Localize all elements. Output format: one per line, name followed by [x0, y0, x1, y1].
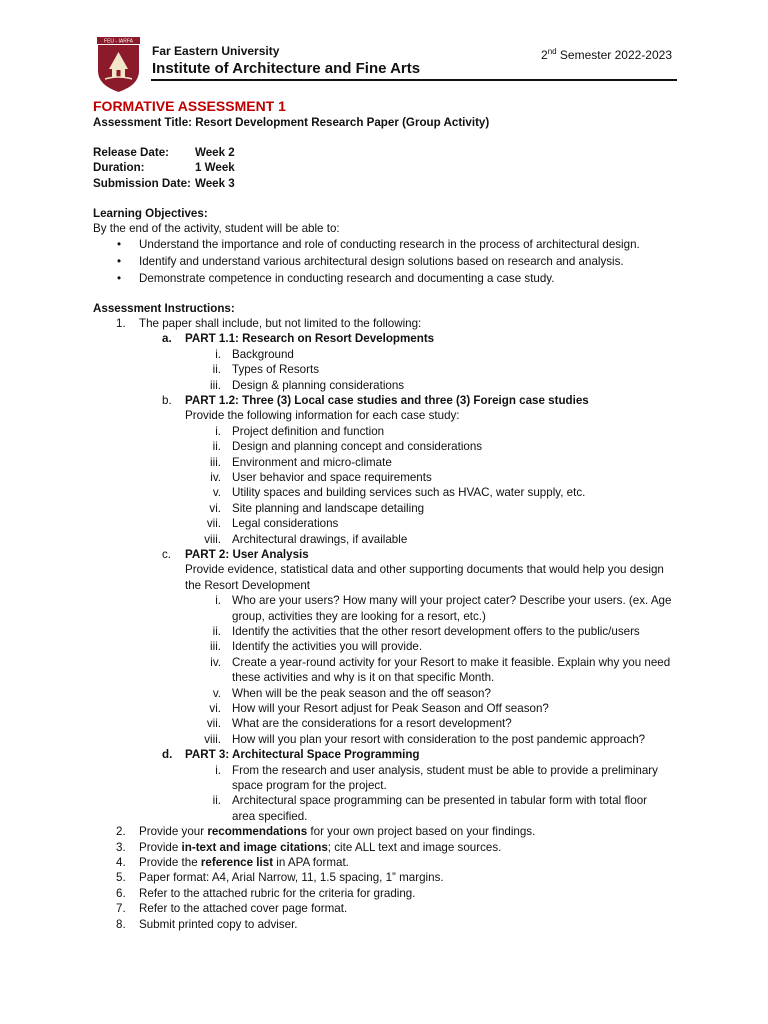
date-value: 1 Week: [195, 161, 235, 175]
roman-item: Project definition and function: [232, 424, 385, 438]
part-intro: Provide the following information for each case study:: [185, 409, 460, 423]
roman-item: Environment and micro-climate: [232, 455, 392, 469]
objectives-intro: By the end of the activity, student will be able to:: [93, 222, 340, 235]
roman-item: Architectural drawings, if available: [232, 532, 408, 546]
list-item: Refer to the attached rubric for the criteria for grading.: [139, 886, 416, 900]
roman-item: Utility spaces and building services such as HVAC, water supply, etc.: [232, 486, 586, 500]
date-label: Submission Date:: [93, 176, 191, 190]
roman-item: area specified.: [232, 809, 308, 823]
roman-item: How will your Resort adjust for Peak Season and Off season?: [232, 702, 549, 715]
list-number: 8.: [116, 917, 126, 931]
roman-marker: vii.: [206, 717, 221, 731]
roman-marker: v.: [212, 486, 221, 500]
part-marker: d.: [162, 748, 173, 762]
list-number: 2.: [116, 825, 126, 839]
list-item: Refer to the attached cover page format.: [139, 902, 348, 916]
roman-marker: ii.: [212, 440, 221, 454]
roman-marker: vi.: [209, 501, 221, 515]
objective-item: Demonstrate competence in conducting research and documenting a case study.: [139, 272, 555, 285]
roman-marker: ii.: [212, 794, 221, 808]
roman-item: Background: [232, 347, 294, 361]
roman-item: When will be the peak season and the off season?: [232, 686, 491, 700]
date-label: Duration:: [93, 161, 145, 175]
instructions-heading: Assessment Instructions:: [93, 302, 235, 315]
institute-name: Institute of Architecture and Fine Arts: [152, 60, 421, 77]
roman-marker: iii.: [210, 378, 221, 392]
assessment-title: Assessment Title: Resort Development Research Paper (Group Activity): [93, 116, 490, 129]
header-rule: [151, 79, 677, 81]
roman-marker: i.: [215, 763, 221, 777]
list-number: 7.: [116, 902, 126, 916]
feu-iarfa-logo: [97, 37, 140, 93]
roman-item: Identify the activities you will provide.: [232, 640, 423, 654]
assessment-heading: FORMATIVE ASSESSMENT 1: [93, 98, 286, 114]
roman-marker: i.: [215, 347, 221, 361]
roman-item: Legal considerations: [232, 517, 339, 531]
roman-item: Who are your users? How many will your project cater? Describe your users. (ex. Age: [232, 594, 672, 608]
list-item: The paper shall include, but not limited to the following:: [139, 317, 422, 330]
bullet-icon: •: [117, 238, 122, 251]
roman-marker: ii.: [212, 363, 221, 377]
part-title: PART 1.1: Research on Resort Developments: [185, 332, 435, 346]
roman-item: these activities and why is it on that specific Month.: [232, 671, 495, 685]
roman-marker: i.: [215, 424, 221, 438]
roman-item: What are the considerations for a resort development?: [232, 717, 512, 731]
part-title: PART 2: User Analysis: [185, 548, 309, 561]
date-label: Release Date:: [93, 146, 170, 159]
part-intro: the Resort Development: [185, 578, 311, 592]
roman-item: Types of Resorts: [232, 363, 319, 377]
semester-label: 2nd Semester 2022-2023: [541, 47, 672, 62]
roman-item: Design and planning concept and considerations: [232, 440, 483, 454]
part-marker: c.: [162, 548, 172, 561]
roman-item: Architectural space programming can be presented in tabular form with total floor: [232, 794, 648, 808]
list-number: 4.: [116, 856, 126, 869]
objective-item: Identify and understand various architectural design solutions based on research and analysis.: [139, 255, 624, 268]
part-marker: b.: [162, 394, 172, 407]
list-number: 3.: [116, 840, 126, 854]
roman-marker: vii.: [206, 517, 221, 531]
roman-marker: iii.: [210, 640, 221, 654]
roman-marker: v.: [212, 686, 221, 700]
objective-item: Understand the importance and role of conducting research in the process of architectural design.: [139, 238, 640, 251]
objectives-heading: Learning Objectives:: [93, 207, 208, 220]
roman-item: User behavior and space requirements: [232, 471, 432, 484]
roman-item: How will you plan your resort with consideration to the post pandemic approach?: [232, 732, 646, 746]
list-item: Submit printed copy to adviser.: [139, 917, 298, 931]
roman-marker: ii.: [212, 625, 221, 638]
university-name: Far Eastern University: [152, 44, 280, 58]
roman-marker: vi.: [209, 702, 221, 715]
list-number: 1.: [116, 317, 126, 330]
roman-marker: iv.: [210, 655, 221, 669]
date-value: Week 3: [195, 176, 235, 190]
list-item: Paper format: A4, Arial Narrow, 11, 1.5 spacing, 1” margins.: [139, 871, 444, 885]
roman-item: space program for the project.: [232, 779, 387, 792]
roman-item: From the research and user analysis, student must be able to provide a preliminary: [232, 763, 658, 777]
roman-item: Create a year-round activity for your Resort to make it feasible. Explain why you need: [232, 655, 671, 669]
part-marker: a.: [162, 332, 172, 346]
list-item: Provide in-text and image citations; cite ALL text and image sources.: [139, 840, 502, 854]
bullet-icon: •: [117, 272, 122, 285]
part-title: PART 3: Architectural Space Programming: [185, 748, 420, 762]
roman-item: group, activities they are looking for a resort, etc.): [232, 609, 486, 623]
roman-marker: viii.: [204, 532, 221, 546]
date-value: Week 2: [195, 146, 235, 159]
roman-marker: iii.: [210, 455, 221, 469]
part-title: PART 1.2: Three (3) Local case studies and three (3) Foreign case studies: [185, 394, 589, 407]
roman-marker: iv.: [210, 471, 221, 484]
bullet-icon: •: [117, 255, 122, 268]
list-item: Provide your recommendations for your own project based on your findings.: [139, 825, 536, 839]
part-intro: Provide evidence, statistical data and other supporting documents that would help you design: [185, 563, 664, 577]
roman-item: Site planning and landscape detailing: [232, 501, 425, 515]
list-item: Provide the reference list in APA format.: [139, 856, 349, 869]
roman-marker: i.: [215, 594, 221, 608]
roman-marker: viii.: [204, 732, 221, 746]
svg-text:FEU - IARFA: FEU - IARFA: [104, 38, 133, 45]
roman-item: Design & planning considerations: [232, 378, 405, 392]
list-number: 6.: [116, 886, 126, 900]
list-number: 5.: [116, 871, 126, 885]
roman-item: Identify the activities that the other resort development offers to the public/users: [232, 625, 640, 638]
